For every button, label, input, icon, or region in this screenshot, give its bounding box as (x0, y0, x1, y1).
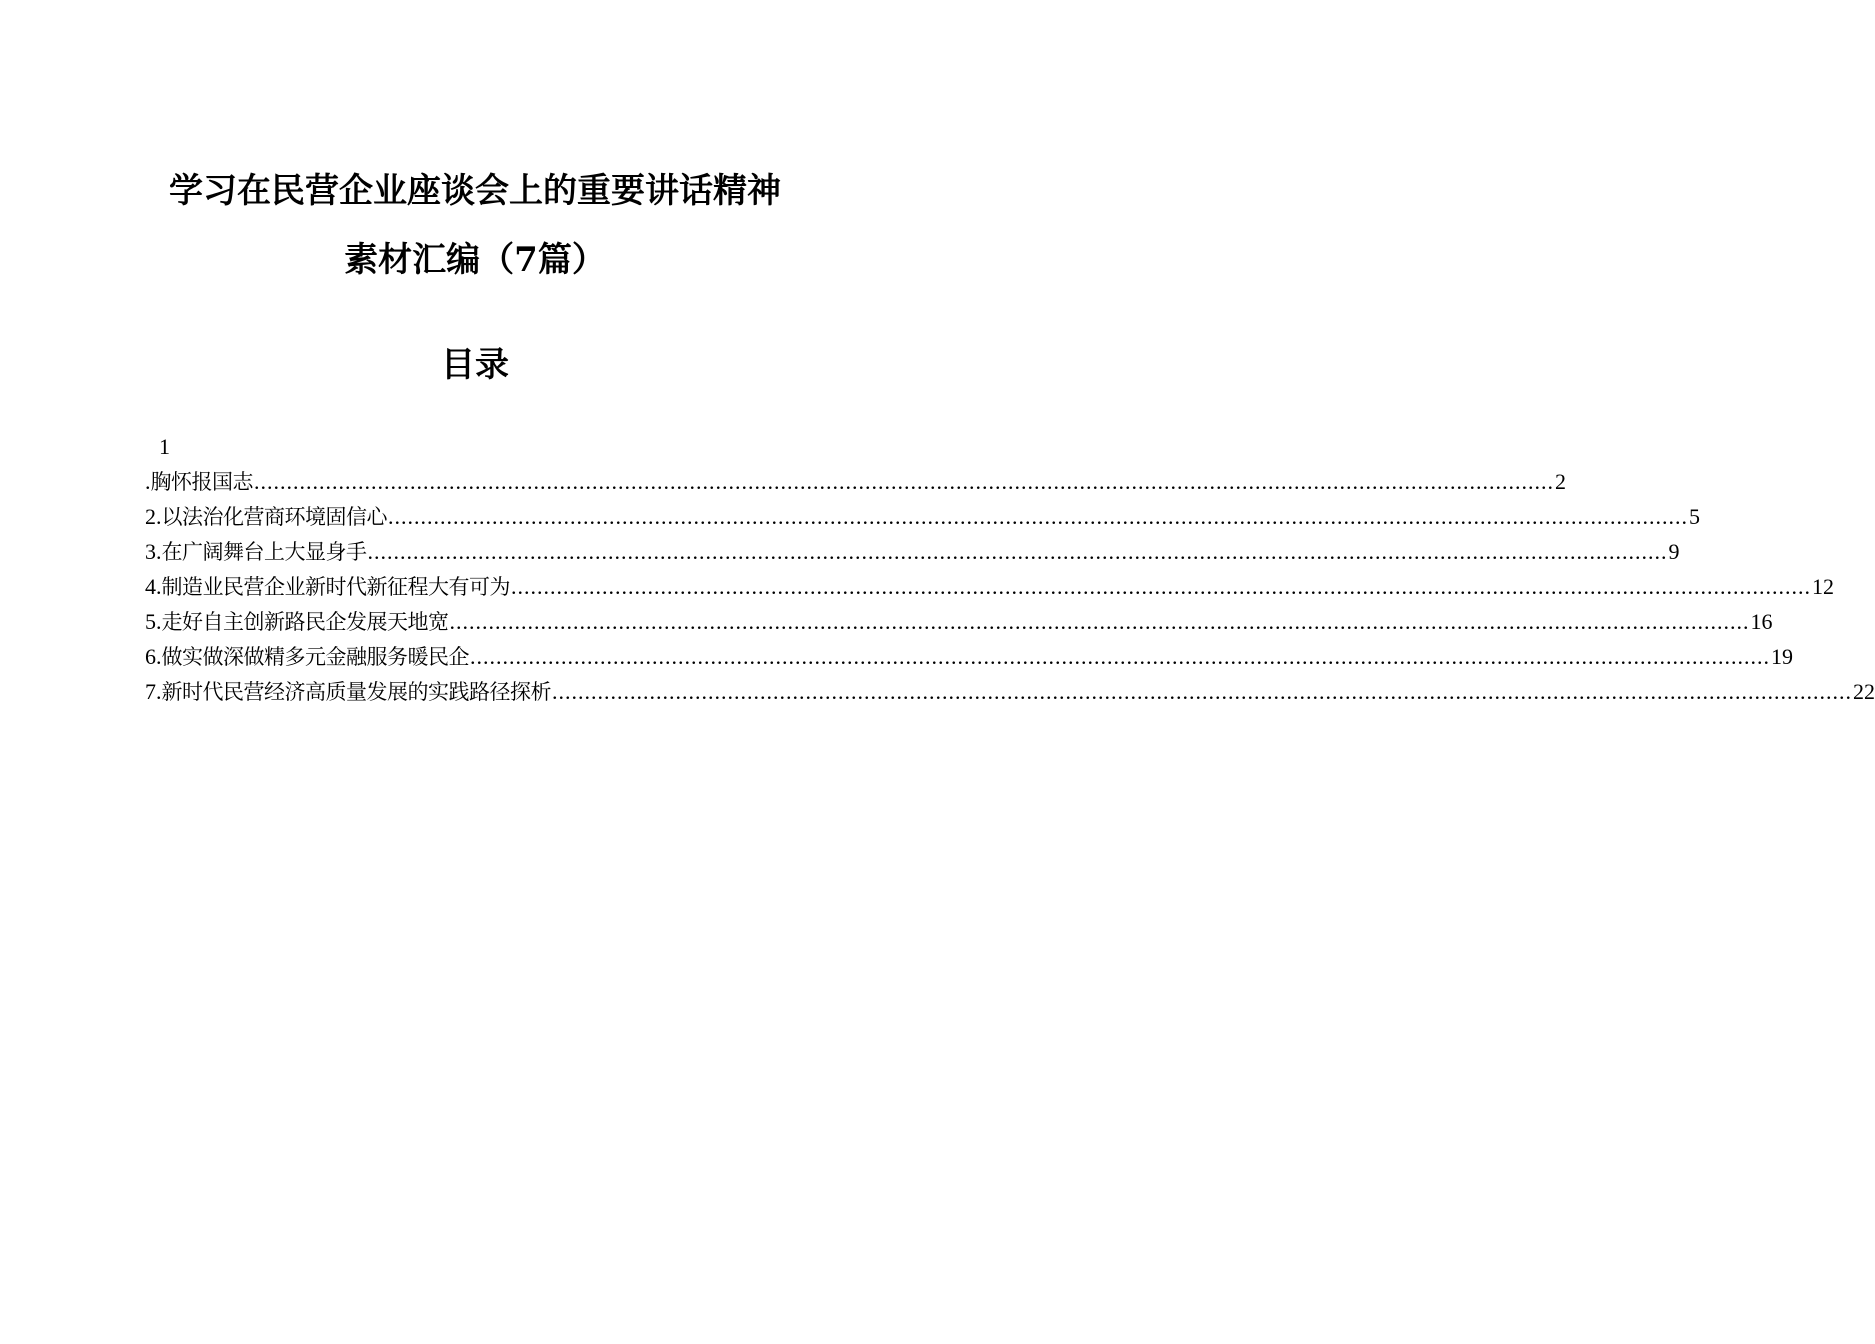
toc-entry-label: 在广阔舞台上大显身手 (161, 540, 367, 564)
document-title-line-2: 素材汇编（7篇） (344, 240, 606, 280)
toc-entry-page: 19 (1771, 644, 1793, 669)
toc-entry[interactable] (145, 640, 1793, 674)
toc-entry-page: 22 (1853, 679, 1875, 704)
toc-first-entry-number: 1 (159, 434, 170, 459)
toc-entry[interactable] (145, 570, 1834, 604)
toc-heading: 目录 (441, 345, 509, 385)
toc-entry-label: 走好自主创新路民企发展天地宽 (161, 610, 449, 634)
toc-dot-leader: ........................................................................................................................................................................................................ (449, 609, 1750, 634)
toc-dot-leader: ........................................................................................................................................................................................................ (470, 644, 1770, 669)
toc-dot-leader: ........................................................................................................................................................................................................ (511, 574, 1811, 599)
toc-entry-label: 制造业民营企业新时代新征程大有可为 (161, 575, 510, 599)
toc-entry-number: . (145, 469, 151, 494)
toc-entry-label: 以法治化营商环境固信心 (161, 505, 387, 529)
toc-entry[interactable] (145, 675, 1875, 709)
toc-entry-page: 5 (1689, 504, 1700, 529)
toc-dot-leader: ........................................................................................................................................................................................................ (367, 539, 1668, 564)
toc-dot-leader: ........................................................................................................................................................................................................ (388, 504, 1688, 529)
toc-dot-leader: ........................................................................................................................................................................................................ (552, 679, 1852, 704)
toc-entry[interactable] (145, 500, 1700, 534)
toc-entry-label: 胸怀报国志 (150, 470, 253, 494)
toc-dot-leader: ........................................................................................................................................................................................................ (254, 469, 1554, 494)
toc-entry-number: 5. (145, 609, 162, 634)
toc-entry-label: 新时代民营经济高质量发展的实践路径探析 (161, 680, 551, 704)
toc-entry-label: 做实做深做精多元金融服务暖民企 (161, 645, 469, 669)
toc-entry-number: 4. (145, 574, 162, 599)
toc-entry-number: 6. (145, 644, 162, 669)
toc-entry[interactable] (145, 465, 1566, 499)
toc-entry[interactable] (145, 605, 1773, 639)
toc-entry-number: 3. (145, 539, 162, 564)
toc-entry-number: 7. (145, 679, 162, 704)
toc-entry[interactable] (145, 535, 1680, 569)
toc-entry-page: 9 (1668, 539, 1680, 564)
toc-entry-page: 16 (1750, 609, 1773, 634)
toc-entry-page: 2 (1555, 469, 1566, 494)
toc-entry-number: 2. (145, 504, 162, 529)
document-title-line-1: 学习在民营企业座谈会上的重要讲话精神 (169, 171, 781, 211)
toc-entry-page: 12 (1812, 574, 1834, 599)
